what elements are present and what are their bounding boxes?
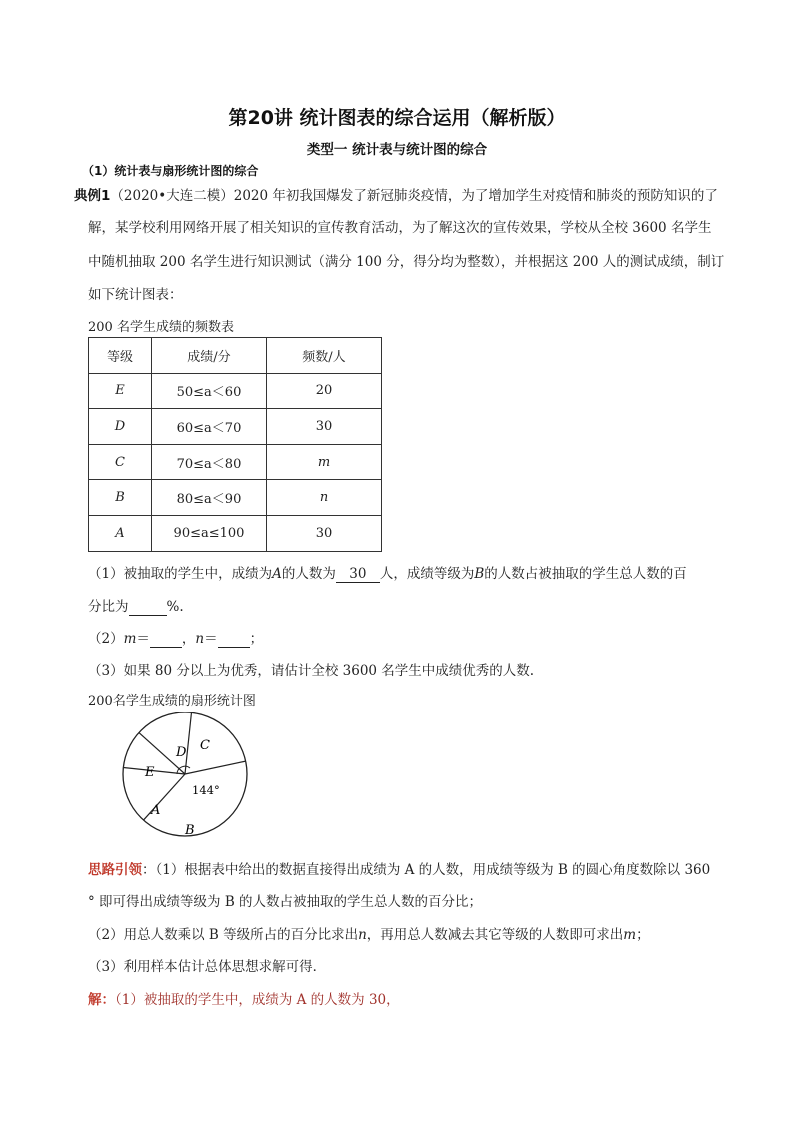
table-cell-score: 80≤a＜90 [152, 480, 267, 516]
example-label: 典例1 [74, 188, 111, 204]
table-cell-count: n [267, 480, 382, 516]
table-cell-grade: D [89, 409, 152, 445]
table-cell-grade: E [89, 373, 152, 409]
table-row [89, 373, 382, 409]
analysis-line-1: 思路引领：（1）根据表中给出的数据直接得出成绩为 A 的人数，用成绩等级为 B 的圆心角度数除以 360 [88, 862, 711, 878]
table-cell-count: 30 [267, 515, 382, 551]
answer-blank-a-count: 30 [336, 566, 380, 583]
table-row [89, 515, 382, 551]
pie-caption: 200名学生成绩的扇形统计图 [88, 694, 256, 709]
table-cell-score: 90≤a≤100 [152, 515, 267, 551]
example-line-3: 中随机抽取 200 名学生进行知识测试（满分 100 分，得分均为整数），并根据这 200 人的测试成绩，制订 [88, 254, 725, 270]
analysis-line-3: （2）用总人数乘以 B 等级所占的百分比求出n，再用总人数减去其它等级的人数即可求出m； [88, 927, 650, 943]
table-row [89, 409, 382, 445]
question-2: （2）m＝ ，n＝ ； [88, 631, 264, 647]
table-header-cell: 等级 [89, 338, 152, 374]
table-header-cell: 频数/人 [267, 338, 382, 374]
example-line-4: 如下统计图表： [88, 287, 183, 303]
pie-angle-label: 144° [192, 783, 220, 797]
example-text-1: （2020•大连二模）2020 年初我国爆发了新冠肺炎疫情，为了增加学生对疫情和肺炎的预防知识的了 [110, 188, 718, 204]
table-row [89, 480, 382, 516]
table-cell-count: 30 [267, 409, 382, 445]
pie-label-c: C [200, 738, 210, 753]
table-cell-count: 20 [267, 373, 382, 409]
frequency-table [88, 337, 382, 552]
question-1-line-2: 分比为 %. [88, 599, 184, 615]
table-cell-grade: A [89, 515, 152, 551]
pie-label-e: E [145, 765, 155, 780]
solution-label: 解： [88, 992, 115, 1008]
table-header-row [89, 338, 382, 374]
table-cell-score: 60≤a＜70 [152, 409, 267, 445]
table-cell-grade: C [89, 444, 152, 480]
table-caption: 200 名学生成绩的频数表 [88, 320, 234, 335]
pie-label-a: A [151, 803, 161, 818]
subsection-heading: （1）统计表与扇形统计图的综合 [82, 164, 259, 178]
answer-blank-percent [129, 599, 167, 616]
question-1-line-1: （1）被抽取的学生中，成绩为A的人数为 30 人，成绩等级为B的人数占被抽取的学生总人数的百 [88, 566, 687, 582]
pie-chart [118, 712, 253, 847]
analysis-line-4: （3）利用样本估计总体思想求解可得． [88, 959, 327, 975]
pie-label-d: D [176, 745, 187, 760]
pie-label-b: B [185, 823, 195, 838]
question-3: （3）如果 80 分以上为优秀，请估计全校 3600 名学生中成绩优秀的人数. [88, 663, 535, 679]
table-header-cell: 成绩/分 [152, 338, 267, 374]
table-row [89, 444, 382, 480]
table-cell-score: 70≤a＜80 [152, 444, 267, 480]
answer-blank-m [150, 631, 182, 648]
analysis-line-2: ° 即可得出成绩等级为 B 的人数占被抽取的学生总人数的百分比； [88, 894, 483, 910]
section-subtitle: 类型一 统计表与统计图的综合 [306, 142, 488, 158]
example-line-2: 解，某学校利用网络开展了相关知识的宣传教育活动，为了解这次的宣传效果，学校从全校 3600 名学生 [88, 220, 712, 236]
table-cell-count: m [267, 444, 382, 480]
table-cell-score: 50≤a＜60 [152, 373, 267, 409]
solution-line: 解：（1）被抽取的学生中，成绩为 A 的人数为 30， [88, 992, 400, 1008]
example-line-1 [74, 184, 718, 204]
answer-blank-n [218, 631, 250, 648]
table-cell-grade: B [89, 480, 152, 516]
page-title: 第20讲 统计图表的综合运用（解析版） [228, 107, 566, 129]
analysis-label: 思路引领 [88, 862, 142, 878]
